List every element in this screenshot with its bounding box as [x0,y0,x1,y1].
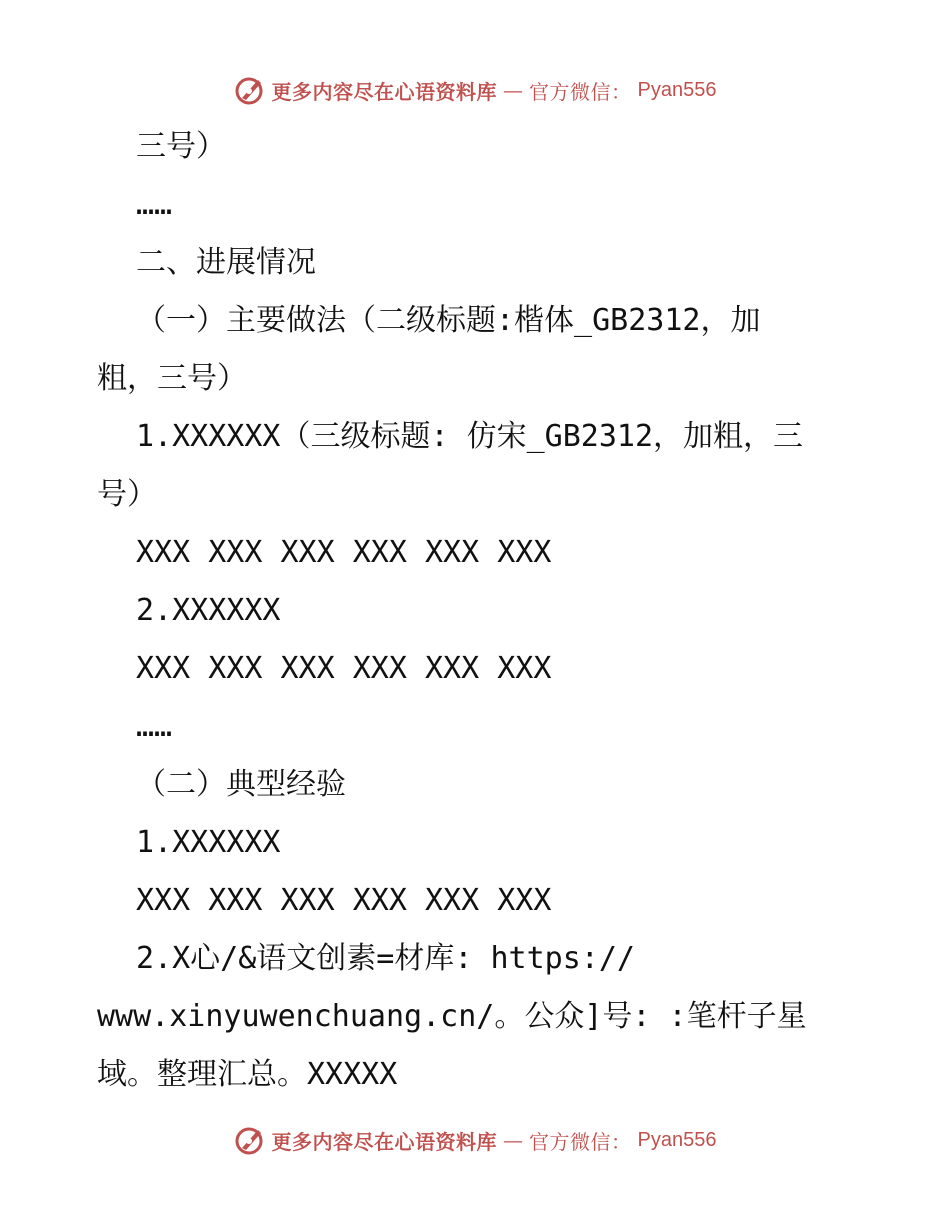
body-text-line: XXX XXX XXX XXX XXX XXX [136,651,552,686]
body-text-line: XXX XXX XXX XXX XXX XXX [136,535,552,570]
item-heading: 2.X心/&语文创素=材库: https:// [136,941,635,976]
watermark-footer [0,1120,950,1160]
subsection-heading: （二）典型经验 [136,767,346,802]
subsection-heading-continued: 粗，三号） [97,361,247,396]
watermark-header [0,70,950,110]
item-heading: 1.XXXXXX [136,825,281,860]
body-text-line: XXX XXX XXX XXX XXX XXX [136,883,552,918]
text-line: 三号） [136,129,226,164]
item-heading-continued: 号） [97,477,157,512]
watermark-site-text: 更多内容尽在心语资料库 [271,79,498,104]
body-text-line: 域。整理汇总。XXXXX [97,1057,398,1092]
watermark-site-text: 更多内容尽在心语资料库 [271,1129,498,1154]
quill-logo-icon [234,74,266,106]
section-heading: 二、进展情况 [136,245,316,280]
ellipsis-line: …… [136,709,173,744]
watermark-wechat-label: 官方微信： [529,79,632,104]
watermark-wechat-label: 官方微信： [529,1129,632,1154]
subsection-heading: （一）主要做法（二级标题:楷体_GB2312，加 [136,303,761,338]
watermark-wechat-id: Pyan556 [637,1128,717,1151]
item-heading: 2.XXXXXX [136,593,281,628]
item-heading: 1.XXXXXX（三级标题: 仿宋_GB2312，加粗，三 [136,419,804,454]
watermark-wechat-id: Pyan556 [637,78,717,101]
quill-logo-icon [234,1124,266,1156]
body-text-line: www.xinyuwenchuang.cn/。公众]号: :笔杆子星 [97,999,807,1034]
text-line: …… [136,187,173,222]
watermark-separator: — [503,78,524,102]
watermark-separator: — [503,1128,524,1152]
